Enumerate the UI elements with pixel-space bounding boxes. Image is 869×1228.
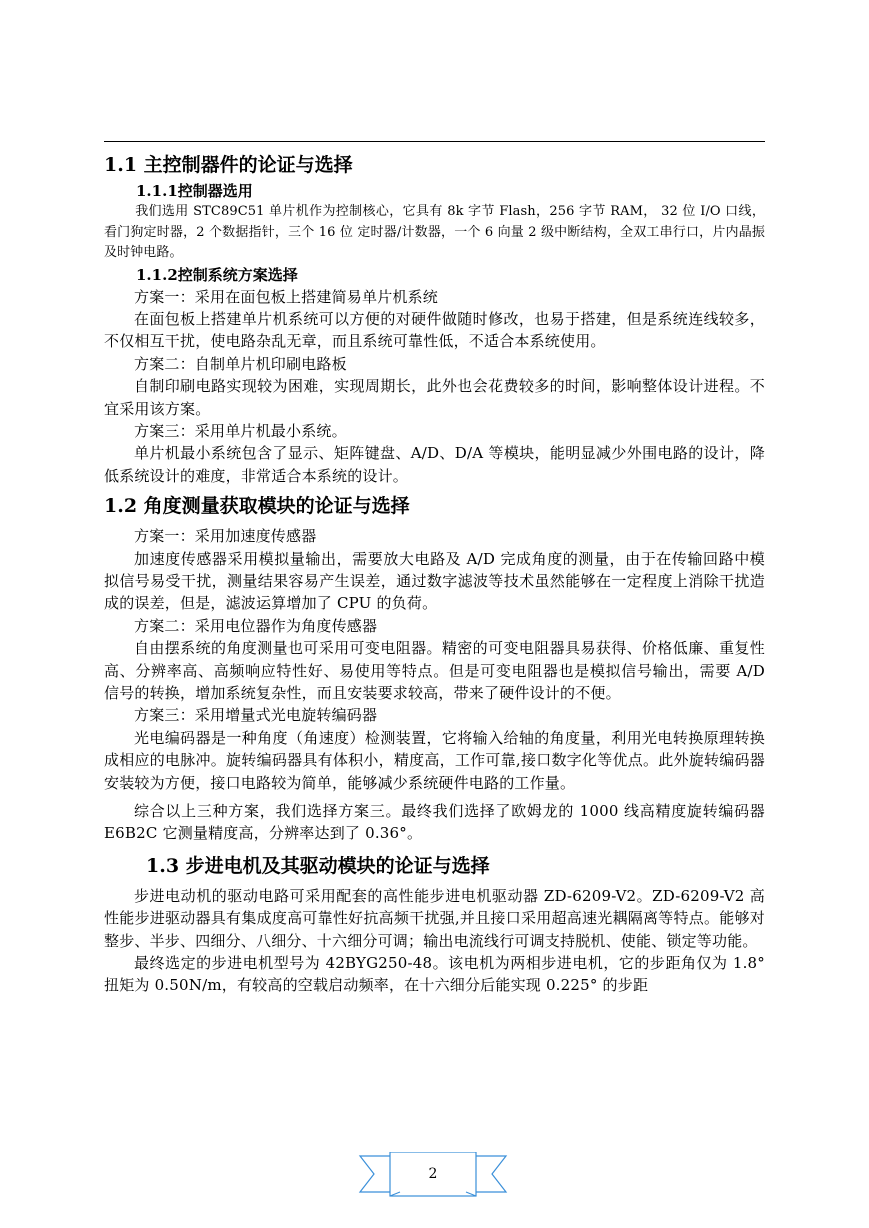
document-body <box>104 150 765 997</box>
paragraph: 方案二：自制单片机印刷电路板 <box>134 354 347 373</box>
section-title: 1.1 主控制器件的论证与选择 <box>104 154 353 176</box>
section-title: 1.3 步进电机及其驱动模块的论证与选择 <box>146 854 490 877</box>
paragraph: 方案二：采用电位器作为角度传感器 <box>134 616 378 635</box>
paragraph: 在面包板上搭建单片机系统可以方便的对硬件做随时修改，也易于搭建，但是系统连线较多，不仅相互干扰，使电路杂乱无章，而且系统可靠性低，不适合本系统使用。 <box>104 309 765 351</box>
page-footer <box>358 1152 508 1202</box>
paragraph: 加速度传感器采用模拟量输出，需要放大电路及 A/D 完成角度的测量，由于在传输回路中模拟信号易受干扰，测量结果容易产生误差，通过数字滤波等技术虽然能够在一定程度上消除干扰造成的误差，但是，滤波运算增加了 CPU 的负荷。 <box>104 549 765 613</box>
paragraph: 自制印刷电路实现较为困难，实现周期长，此外也会花费较多的时间，影响整体设计进程。不宜采用该方案。 <box>104 377 765 418</box>
paragraph: 最终选定的步进电机型号为 42BYG250-48。该电机为两相步进电机，它的步距角仅为 1.8° 扭矩为 0.50N/m，有较高的空载启动频率，在十六细分后能实现 0.225° 的步距 <box>104 954 765 995</box>
paragraph: 方案一：采用加速度传感器 <box>134 527 317 546</box>
paragraph: 步进电动机的驱动电路可采用配套的高性能步进电机驱动器 ZD-6209-V2。ZD-6209-V2 高性能步进驱动器具有集成度高可靠性好抗高频干扰强,并且接口采用超高速光耦隔离等特点。能够对整步、半步、四细分、八细分、十六细分可调；输出电流线行可调支持脱机、使能、锁定等功能。 <box>104 886 765 950</box>
paragraph: 自由摆系统的角度测量也可采用可变电阻器。精密的可变电阻器具易获得、价格低廉、重复性高、分辨率高、高频响应特性好、易使用等特点。但是可变电阻器也是模拟信号输出，需要 A/D 信号的转换，增加系统复杂性，而且安装要求较高，带来了硬件设计的不便。 <box>104 639 765 702</box>
page-number: 2 <box>428 1166 438 1182</box>
section-title: 1.2 角度测量获取模块的论证与选择 <box>104 495 410 518</box>
subsection-title: 1.1.1控制器选用 <box>136 182 253 200</box>
paragraph: 单片机最小系统包含了显示、矩阵键盘、A/D、D/A 等模块，能明显减少外围电路的设计，降低系统设计的难度，非常适合本系统的设计。 <box>104 444 765 485</box>
paragraph: 光电编码器是一种角度（角速度）检测装置，它将输入给轴的角度量，利用光电转换原理转换成相应的电脉冲。旋转编码器具有体积小，精度高，工作可靠,接口数字化等优点。此外旋转编码器安装较为方便，接口电路较为简单，能够减少系统硬件电路的工作量。 <box>104 728 765 792</box>
paragraph: 方案三：采用单片机最小系统。 <box>134 421 347 440</box>
subsection-title: 1.1.2控制系统方案选择 <box>136 265 298 284</box>
header-rule <box>104 141 765 142</box>
paragraph: 综合以上三种方案，我们选择方案三。最终我们选择了欧姆龙的 1000 线高精度旋转编码器 E6B2C 它测量精度高，分辨率达到了 0.36°。 <box>104 802 765 843</box>
paragraph: 方案三：采用增量式光电旋转编码器 <box>134 706 378 725</box>
paragraph: 我们选用 STC89C51 单片机作为控制核心，它具有 8k 字节 Flash，256 字节 RAM， 32 位 I/O 口线，看门狗定时器，2 个数据指针，三个 16 位 定时器/计数器，一个 6 向量 2 级中断结构，全双工串行口，片内晶振及时钟电路。 <box>104 204 765 260</box>
paragraph: 方案一：采用在面包板上搭建简易单片机系统 <box>134 287 439 306</box>
